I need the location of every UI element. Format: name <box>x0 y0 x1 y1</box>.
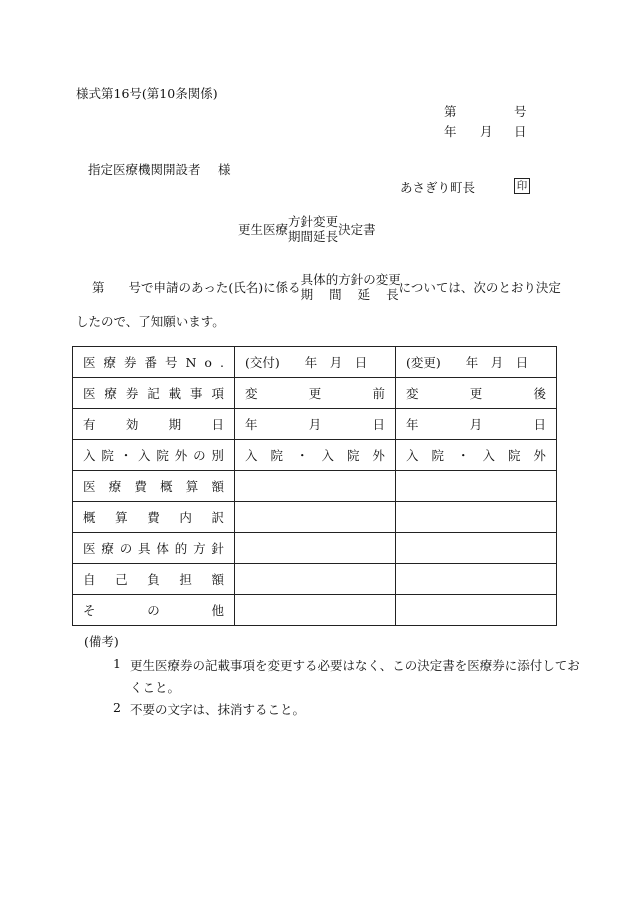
addressee: 指定医療機関開設者 <box>88 162 201 177</box>
table-row <box>73 409 557 440</box>
row-label: 医 療 の 具 体 的 方 針 <box>73 533 235 564</box>
row-label: 入 院 ・ 入 院 外 の 別 <box>73 440 235 471</box>
cell-after <box>396 564 557 595</box>
body-line-1 <box>92 272 561 302</box>
cell-before: (交付) 年 月 日 <box>235 347 396 378</box>
body-option-bottom: 期 間 延 長 <box>300 287 399 302</box>
doc-number-go: 号 <box>514 104 527 119</box>
title-option-top: 方 針 変 更 <box>288 214 339 229</box>
cell-before: 年 月 日 <box>235 409 396 440</box>
body-text-a: 号で申請のあった(氏名)に係る <box>128 280 301 295</box>
title-options <box>288 214 338 244</box>
row-label: 有 効 期 日 <box>73 409 235 440</box>
table-row <box>73 440 557 471</box>
row-label: 医 療 券 記 載 事 項 <box>73 378 235 409</box>
cell-before: 変 更 前 <box>235 378 396 409</box>
cell-after <box>396 595 557 626</box>
cell-before <box>235 502 396 533</box>
cell-before <box>235 564 396 595</box>
doc-number-dai: 第 <box>444 104 457 119</box>
addressee-suffix: 様 <box>218 162 231 177</box>
body-text-b: については、次のとおり決定 <box>398 280 561 295</box>
form-number: 様式第16号(第10条関係) <box>76 86 218 101</box>
title-suffix: 決定書 <box>338 222 376 237</box>
decision-table <box>72 346 557 626</box>
table-row <box>73 471 557 502</box>
table-row <box>73 564 557 595</box>
note-1-line-2: くこと。 <box>130 680 181 695</box>
date-day: 日 <box>514 124 527 139</box>
notes-header: (備考) <box>84 634 119 649</box>
note-2-number: 2 <box>113 700 121 715</box>
cell-after: (変更) 年 月 日 <box>396 347 557 378</box>
body-line-2: したので、了知願います。 <box>76 314 225 329</box>
table-row <box>73 378 557 409</box>
note-1-number: 1 <box>113 656 121 671</box>
row-label: そ の 他 <box>73 595 235 626</box>
cell-after: 入 院 ・ 入 院 外 <box>396 440 557 471</box>
body-option-top: 具 体 的 方 針 の 変 更 <box>300 272 401 287</box>
title-prefix: 更生医療 <box>238 222 289 237</box>
note-2-line-1: 不要の文字は、抹消すること。 <box>130 702 306 717</box>
seal-icon: 印 <box>514 178 530 194</box>
cell-after: 年 月 日 <box>396 409 557 440</box>
cell-before <box>235 595 396 626</box>
row-label: 医 療 費 概 算 額 <box>73 471 235 502</box>
row-label: 医 療 券 番 号 N o . <box>73 347 235 378</box>
body-dai: 第 <box>92 280 105 295</box>
table-row <box>73 533 557 564</box>
table-row <box>73 502 557 533</box>
cell-after: 変 更 後 <box>396 378 557 409</box>
row-label: 自 己 負 担 額 <box>73 564 235 595</box>
date-year: 年 <box>444 124 457 139</box>
row-label: 概 算 費 内 訳 <box>73 502 235 533</box>
cell-after <box>396 533 557 564</box>
note-1-line-1: 更生医療券の記載事項を変更する必要はなく、この決定書を医療券に添付してお <box>130 658 580 673</box>
issuer: あさぎり町長 <box>400 180 476 195</box>
cell-before <box>235 533 396 564</box>
seal-mark <box>514 177 530 194</box>
cell-after <box>396 502 557 533</box>
title-option-bottom: 期 間 延 長 <box>288 229 339 244</box>
table-row <box>73 347 557 378</box>
document-title <box>238 214 376 244</box>
table-row <box>73 595 557 626</box>
cell-after <box>396 471 557 502</box>
body-options <box>301 272 399 302</box>
cell-before <box>235 471 396 502</box>
date-month: 月 <box>480 124 493 139</box>
cell-before: 入 院 ・ 入 院 外 <box>235 440 396 471</box>
